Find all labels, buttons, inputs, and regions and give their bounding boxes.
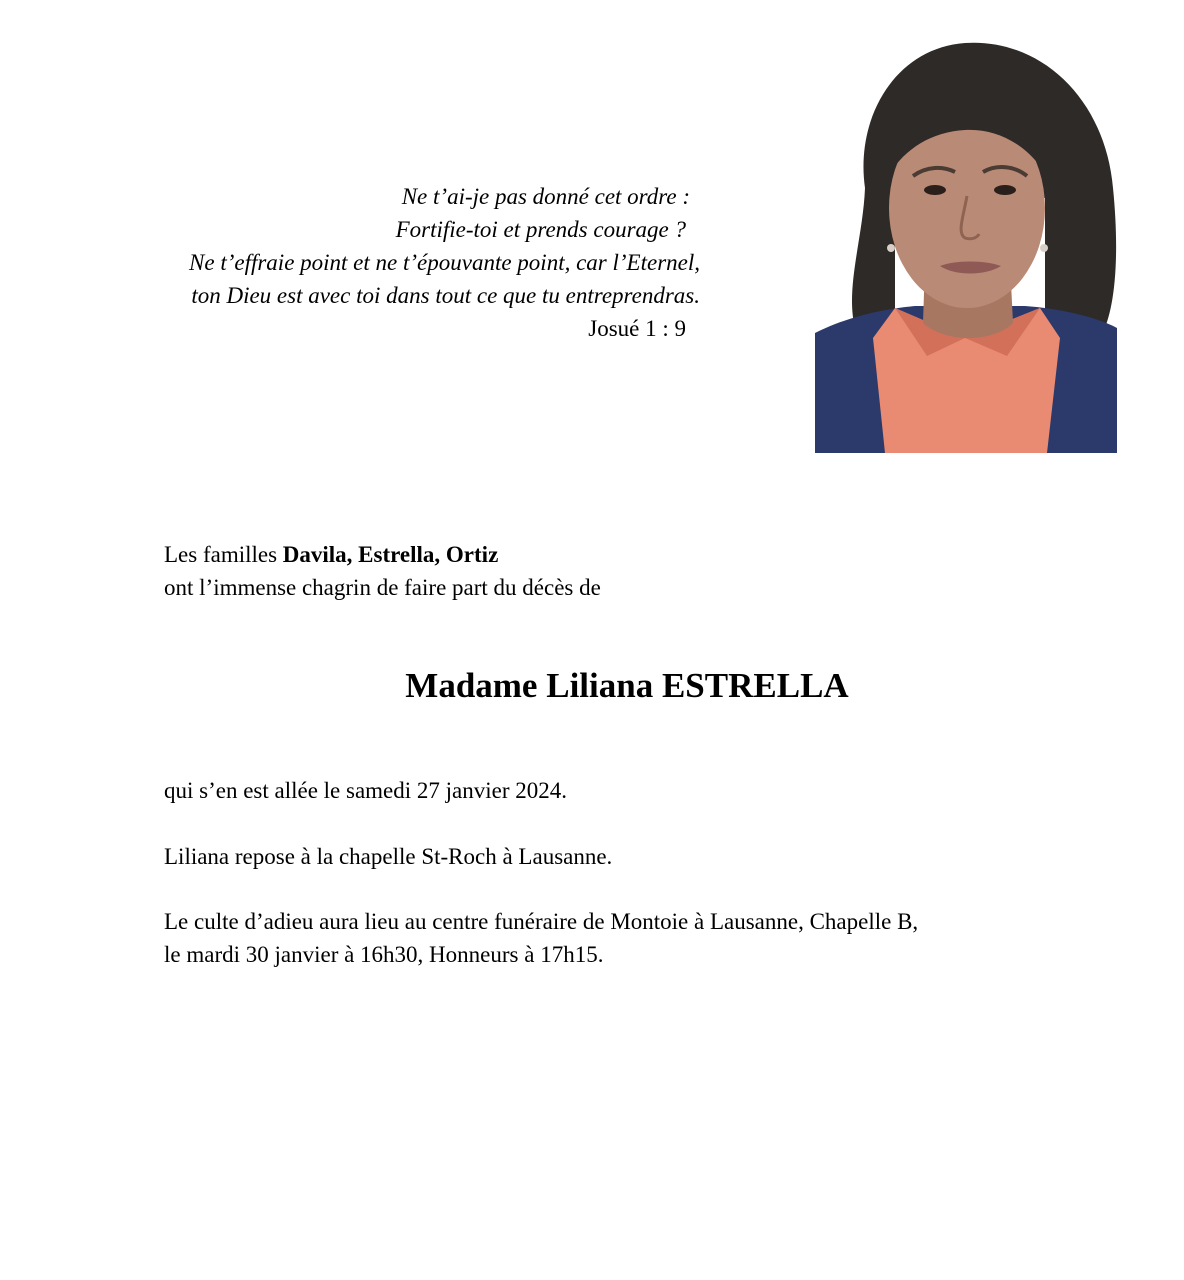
resting-place-text: Liliana repose à la chapelle St-Roch à Lausanne. <box>164 844 613 869</box>
service-line-1: Le culte d’adieu aura lieu au centre funéraire de Montoie à Lausanne, Chapelle B, <box>164 909 919 934</box>
verse-line-1: Ne t’ai-je pas donné cet ordre : <box>401 184 690 209</box>
announcement-line-1 <box>164 538 601 571</box>
portrait-photo <box>815 38 1117 453</box>
death-date-text: qui s’en est allée le samedi 27 janvier 2024. <box>164 778 568 803</box>
verse-line-4: ton Dieu est avec toi dans tout ce que tu entreprendras. <box>191 283 700 308</box>
deceased-name: Madame Liliana ESTRELLA <box>405 666 849 705</box>
verse-line-2: Fortifie-toi et prends courage ? <box>395 217 686 242</box>
verse-line-3: Ne t’effraie point et ne t’épouvante point, car l’Eternel, <box>189 250 700 275</box>
bible-verse <box>130 180 700 345</box>
intro-prefix: Les familles <box>164 542 283 567</box>
announcement-line-2: ont l’immense chagrin de faire part du décès de <box>164 575 601 600</box>
family-names: Davila, Estrella, Ortiz <box>282 542 499 567</box>
funeral-service-text <box>164 905 918 971</box>
verse-reference: Josué 1 : 9 <box>588 316 686 341</box>
family-announcement <box>164 538 601 604</box>
service-line-2: le mardi 30 janvier à 16h30, Honneurs à 17h15. <box>164 942 604 967</box>
